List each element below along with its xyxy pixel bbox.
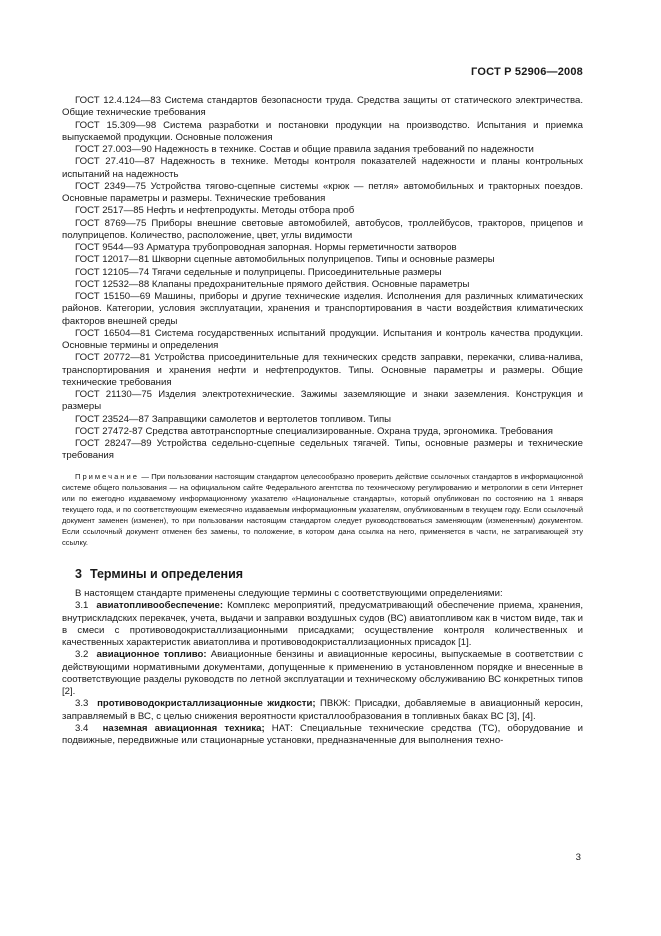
ref-item: ГОСТ 28247—89 Устройства седельно-сцепные седельных тягачей. Типы, основные размеры и технические требования [62, 438, 583, 462]
term-name: авиационное топливо: [96, 649, 207, 661]
ref-item: ГОСТ 27.410—87 Надежность в технике. Методы контроля показателей надежности и планы контрольных испытаний на надежность [62, 156, 583, 180]
term-text: НАТ: Специальные технические средства (ТС), оборудование и подвижные, передвижные или стационарные установки, предназначенные для выполнения техно- [62, 722, 583, 747]
ref-item: ГОСТ 27.003—90 Надежность в технике. Состав и общие правила задания требований по надежности [75, 144, 534, 155]
term-name: противоводокристаллизационные жидкости; [97, 698, 316, 710]
ref-item: ГОСТ 12532—88 Клапаны предохранительные прямого действия. Основные параметры [75, 278, 470, 290]
page-content [62, 95, 583, 747]
term-text: Авиационные бензины и авиационные керосины, выпускаемые в соответствии с действующими нормативными документами, допущенные к применению в установленном порядке и внесенные в соответствующие разделы руководств по летной эксплуатации и техническому обслуживанию ВС конкретных типов [2]. [62, 649, 584, 698]
term-text: ПВКЖ: Присадки, добавляемые в авиационный керосин, заправляемый в ВС, с целью снижения вероятности кристаллообразования в топливных баках ВС [3], [4]. [62, 698, 583, 722]
term-definition [62, 698, 583, 723]
term-number: 3.1 [75, 600, 89, 612]
ref-item: ГОСТ 20772—81 Устройства присоединительные для технических средств заправки, перекачки, слива-налива, транспортирования и хранения нефти и нефтепродуктов. Типы. Основные параметры и размеры. Общие технические требования [62, 352, 583, 388]
ref-item: ГОСТ 23524—87 Заправщики самолетов и вертолетов топливом. Типы [75, 413, 392, 425]
term-name: авиатопливообеспечение: [96, 600, 224, 612]
ref-item: ГОСТ 12.4.124—83 Система стандартов безопасности труда. Средства защиты от статического электричества. Общие технические требования [62, 95, 583, 119]
ref-item: ГОСТ 27472-87 Средства автотранспортные специализированные. Охрана труда, эргономика. Требования [75, 425, 553, 437]
ref-item: ГОСТ 9544—93 Арматура трубопроводная запорная. Нормы герметичности затворов [75, 242, 457, 253]
term-number: 3.2 [75, 649, 89, 661]
term-name: наземная авиационная техника; [102, 722, 265, 734]
note-text: — При пользовании настоящим стандартом целесообразно проверить действие ссылочных стандартов в информационной системе общего пользования — на официальном сайте Федерального агентства по техническому регулированию и метрологии в сети Интернет или по ежегодно издаваемому информационному указателю «Национальные стандарты», который опубликован по состоянию на 1 января текущего года, и по соответствующим ежемесячно издаваемым информационным указателям, опубликованным в текущем году. Если ссылочный документ заменен (изменен), то при пользовании настоящим стандартом следует руководствоваться заменяющим (измененным) документом. Если ссылочный документ отменен без замены, то положение, в котором дана ссылка на него, применяется в части, не затрагивающей эту ссылку. [62, 471, 583, 547]
section-heading [75, 568, 583, 580]
term-number: 3.4 [75, 722, 89, 734]
ref-item: ГОСТ 21130—75 Изделия электротехнические. Зажимы заземляющие и знаки заземления. Конструкция и размеры [62, 389, 583, 413]
term-definition [62, 649, 583, 698]
ref-item: ГОСТ 15150—69 Машины, приборы и другие технические изделия. Исполнения для различных климатических районов. Категории, условия эксплуатации, хранения и транспортирования в части воздействия климатических факторов внешней среды [62, 291, 583, 327]
ref-item: ГОСТ 2349—75 Устройства тягово-сцепные системы «крюк — петля» автомобильных и тракторных поездов. Основные параметры и размеры. Технические требования [62, 180, 583, 204]
term-number: 3.3 [75, 698, 89, 710]
term-definition [62, 723, 583, 748]
term-definition [62, 600, 583, 649]
page-header: ГОСТ Р 52906—2008 [471, 66, 583, 78]
ref-item: ГОСТ 8769—75 Приборы внешние световые автомобилей, автобусов, троллейбусов, тракторов, прицепов и полуприцепов. Количество, расположение, цвет, углы видимости [62, 217, 583, 241]
ref-item: ГОСТ 2517—85 Нефть и нефтепродукты. Методы отбора проб [75, 205, 355, 217]
ref-item: ГОСТ 15.309—98 Система разработки и постановки продукции на производство. Испытания и приемка выпускаемой продукции. Основные положения [62, 119, 583, 143]
note-paragraph [62, 471, 583, 548]
section-number: 3 [75, 566, 82, 581]
note-label: Примечание [75, 471, 139, 481]
section-intro: В настоящем стандарте применены следующие термины с соответствующими определениями: [75, 588, 503, 600]
ref-item: ГОСТ 16504—81 Система государственных испытаний продукции. Испытания и контроль качества продукции. Основные термины и определения [62, 327, 583, 351]
ref-item: ГОСТ 12017—81 Шкворни сцепные автомобильных полуприцепов. Типы и основные размеры [75, 254, 495, 266]
term-text: Комплекс мероприятий, предусматривающий обеспечение приема, хранения, внутрискладских перекачек, учета, выдачи и заправки воздушных судов (ВС) авиатопливом как в чистом виде, так и в смеси с противоводокристаллизационными присадками; осуществление контроля количественных и качественных характеристик авиатоплива и противоводокристаллизационных присадок [1]. [62, 600, 583, 649]
section-title: Термины и определения [89, 566, 244, 581]
ref-item: ГОСТ 12105—74 Тягачи седельные и полуприцепы. Присоединительные размеры [75, 266, 442, 278]
page-number: 3 [575, 852, 581, 863]
